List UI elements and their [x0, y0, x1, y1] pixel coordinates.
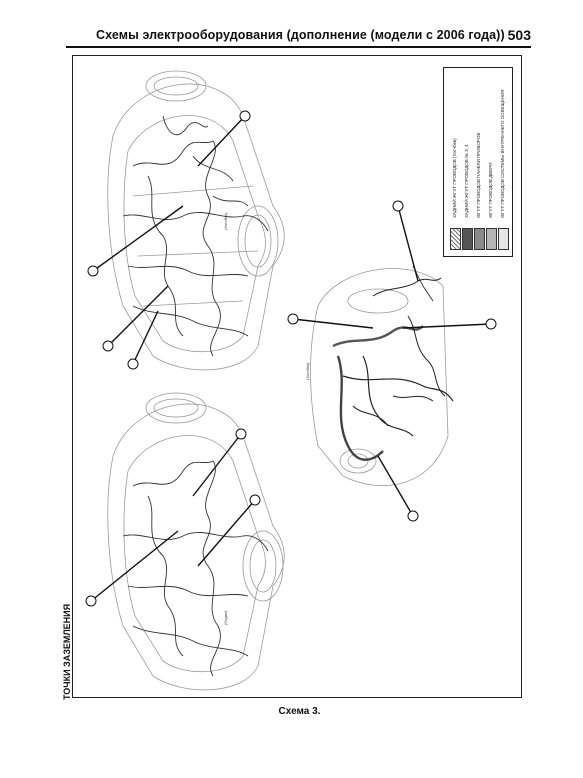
- legend-label-2: ЗАДНИЙ ЖГУТ ПРОВОДОВ № 3, 4: [464, 144, 469, 218]
- legend-label-5: ЖГУТ ПРОВОДОВ СИСТЕМЫ ВНУТРЕННЕГО ОСВЕЩЕНИЯ: [500, 89, 505, 218]
- view-label-hatchback-top: (Хэтчбек): [223, 212, 228, 230]
- page-header-title: Схемы электрооборудования (дополнение (модели с 2006 года)): [96, 28, 505, 42]
- legend-label-4: ЖГУТ ПРОВОДОВ ДВЕРИ: [488, 162, 493, 218]
- car-body-top-left: [108, 71, 284, 370]
- legend-swatch-5: [498, 228, 509, 250]
- car-body-bottom-left: [108, 393, 284, 690]
- legend-swatch-3: [474, 228, 485, 250]
- legend-label-3: ЖГУТ ПРОВОДОВ ПАНЕЛИ ПРИБОРОВ: [476, 132, 481, 218]
- callout-markers: [86, 111, 496, 606]
- figure-caption-text: Схема 3.: [278, 706, 321, 717]
- legend-swatch-1: [450, 228, 461, 250]
- page-number: 503: [507, 27, 531, 43]
- wiring-harness-right: [333, 266, 453, 460]
- legend-swatch-2: [462, 228, 473, 250]
- legend: [443, 67, 513, 257]
- side-title: ТОЧКИ ЗАЗЕМЛЕНИЯ: [62, 603, 72, 700]
- header-rule: [66, 46, 531, 48]
- figure-caption: [0, 706, 583, 717]
- legend-swatch-4: [486, 228, 497, 250]
- callout-leaders: [91, 116, 491, 601]
- legend-label-1: ЗАДНИЙ ЖГУТ ПРОВОДОВ (Хэтчбек): [452, 138, 457, 218]
- view-label-sedan: (Седан): [223, 610, 228, 625]
- view-label-hatchback-right: (Хэтчбек): [305, 362, 310, 380]
